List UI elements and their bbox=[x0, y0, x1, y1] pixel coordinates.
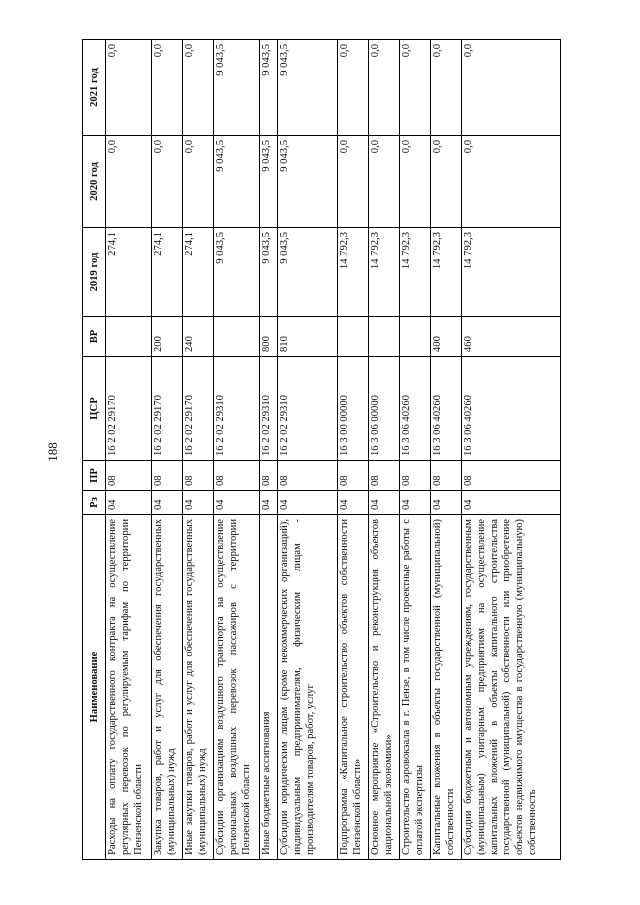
cell-vr bbox=[338, 317, 369, 357]
cell-2019: 274,1 bbox=[152, 228, 183, 317]
page-number: 188 bbox=[44, 442, 60, 462]
table-row bbox=[431, 40, 462, 860]
cell-name: Иные бюджетные ассигнования bbox=[260, 515, 278, 860]
cell-2020: 0,0 bbox=[400, 136, 431, 228]
cell-csr: 16 3 06 00000 bbox=[369, 357, 400, 461]
cell-2021: 9 043,5 bbox=[278, 40, 338, 136]
cell-2021: 0,0 bbox=[338, 40, 369, 136]
cell-2020: 0,0 bbox=[462, 136, 561, 228]
table-row bbox=[152, 40, 183, 860]
cell-rz: 04 bbox=[369, 491, 400, 515]
cell-pr: 08 bbox=[260, 461, 278, 491]
cell-2021: 0,0 bbox=[106, 40, 152, 136]
cell-csr: 16 2 02 29310 bbox=[278, 357, 338, 461]
cell-rz: 04 bbox=[260, 491, 278, 515]
cell-2021: 9 043,5 bbox=[260, 40, 278, 136]
cell-vr bbox=[369, 317, 400, 357]
cell-name: Субсидии бюджетным и автономным учреждениям, государственным (муниципальным) унитарным предприятиям на осуществление капитальных вложений в объекты капитального строительства государственной (муниципальной) собственности или приобретение объектов недвижимого имущества в государственную (муниципальную) собственность bbox=[462, 515, 561, 860]
cell-2020: 0,0 bbox=[431, 136, 462, 228]
cell-name: Расходы на оплату государственного контракта на осуществление регулярных перевозок по регулируемым тарифам по территории Пензенской области bbox=[106, 515, 152, 860]
cell-2019: 14 792,3 bbox=[400, 228, 431, 317]
cell-rz: 04 bbox=[152, 491, 183, 515]
cell-2019: 9 043,5 bbox=[278, 228, 338, 317]
cell-csr: 16 2 02 29310 bbox=[214, 357, 260, 461]
cell-2021: 0,0 bbox=[431, 40, 462, 136]
cell-pr: 08 bbox=[278, 461, 338, 491]
cell-csr: 16 3 06 40260 bbox=[431, 357, 462, 461]
cell-vr: 800 bbox=[260, 317, 278, 357]
cell-name: Иные закупки товаров, работ и услуг для обеспечения государственных (муниципальных) нужд bbox=[183, 515, 214, 860]
table-row bbox=[183, 40, 214, 860]
cell-2021: 0,0 bbox=[400, 40, 431, 136]
table-row bbox=[260, 40, 278, 860]
cell-2020: 9 043,5 bbox=[214, 136, 260, 228]
cell-2021: 9 043,5 bbox=[214, 40, 260, 136]
table-row bbox=[214, 40, 260, 860]
cell-name: Капитальные вложения в объекты государственной (муниципальной) собственности bbox=[431, 515, 462, 860]
cell-pr: 08 bbox=[106, 461, 152, 491]
cell-2019: 9 043,5 bbox=[214, 228, 260, 317]
cell-2020: 9 043,5 bbox=[260, 136, 278, 228]
cell-csr: 16 2 02 29170 bbox=[152, 357, 183, 461]
header-name: Наименование bbox=[83, 515, 106, 860]
cell-2020: 0,0 bbox=[106, 136, 152, 228]
cell-rz: 04 bbox=[462, 491, 561, 515]
cell-rz: 04 bbox=[400, 491, 431, 515]
cell-2021: 0,0 bbox=[152, 40, 183, 136]
table-row bbox=[278, 40, 338, 860]
cell-pr: 08 bbox=[338, 461, 369, 491]
budget-table bbox=[82, 39, 561, 860]
cell-name: Подпрограмма «Капитальное строительство объектов собственности Пензенской области» bbox=[338, 515, 369, 860]
cell-vr bbox=[106, 317, 152, 357]
cell-rz: 04 bbox=[431, 491, 462, 515]
cell-pr: 08 bbox=[369, 461, 400, 491]
cell-2019: 9 043,5 bbox=[260, 228, 278, 317]
table-row bbox=[369, 40, 400, 860]
cell-2020: 9 043,5 bbox=[278, 136, 338, 228]
cell-pr: 08 bbox=[462, 461, 561, 491]
cell-2020: 0,0 bbox=[183, 136, 214, 228]
header-rz: Рз bbox=[83, 491, 106, 515]
rotated-table-container bbox=[82, 40, 552, 860]
table-row bbox=[462, 40, 561, 860]
header-2021: 2021 год bbox=[83, 40, 106, 136]
header-2020: 2020 год bbox=[83, 136, 106, 228]
cell-2019: 14 792,3 bbox=[431, 228, 462, 317]
cell-2019: 14 792,3 bbox=[338, 228, 369, 317]
cell-2019: 14 792,3 bbox=[462, 228, 561, 317]
table-row bbox=[106, 40, 152, 860]
cell-name: Строительство аэровокзала в г. Пензе, в том числе проектные работы с оплатой экспертизы bbox=[400, 515, 431, 860]
cell-rz: 04 bbox=[183, 491, 214, 515]
cell-rz: 04 bbox=[214, 491, 260, 515]
cell-rz: 04 bbox=[338, 491, 369, 515]
cell-vr: 460 bbox=[462, 317, 561, 357]
cell-pr: 08 bbox=[431, 461, 462, 491]
cell-2021: 0,0 bbox=[369, 40, 400, 136]
table-header-row bbox=[83, 40, 106, 860]
cell-vr: 400 bbox=[431, 317, 462, 357]
cell-csr: 16 2 02 29170 bbox=[106, 357, 152, 461]
cell-csr: 16 3 06 40260 bbox=[462, 357, 561, 461]
header-2019: 2019 год bbox=[83, 228, 106, 317]
cell-name: Основное мероприятие «Строительство и реконструкция объектов национальной экономики» bbox=[369, 515, 400, 860]
cell-2020: 0,0 bbox=[338, 136, 369, 228]
cell-2020: 0,0 bbox=[369, 136, 400, 228]
header-pr: ПР bbox=[83, 461, 106, 491]
cell-2020: 0,0 bbox=[152, 136, 183, 228]
cell-2021: 0,0 bbox=[462, 40, 561, 136]
cell-vr: 810 bbox=[278, 317, 338, 357]
cell-pr: 08 bbox=[152, 461, 183, 491]
cell-csr: 16 3 00 00000 bbox=[338, 357, 369, 461]
cell-pr: 08 bbox=[183, 461, 214, 491]
cell-vr: 240 bbox=[183, 317, 214, 357]
cell-name: Субсидии юридическим лицам (кроме некоммерческих организаций), индивидуальным предпринимателям, физическим лицам - производителям товаров, работ, услуг bbox=[278, 515, 338, 860]
cell-rz: 04 bbox=[278, 491, 338, 515]
cell-rz: 04 bbox=[106, 491, 152, 515]
table-row bbox=[338, 40, 369, 860]
cell-csr: 16 3 06 40260 bbox=[400, 357, 431, 461]
cell-2019: 274,1 bbox=[183, 228, 214, 317]
cell-csr: 16 2 02 29310 bbox=[260, 357, 278, 461]
cell-name: Закупка товаров, работ и услуг для обеспечения государственных (муниципальных) нужд bbox=[152, 515, 183, 860]
cell-vr: 200 bbox=[152, 317, 183, 357]
cell-pr: 08 bbox=[400, 461, 431, 491]
header-vr: ВР bbox=[83, 317, 106, 357]
cell-vr bbox=[400, 317, 431, 357]
cell-vr bbox=[214, 317, 260, 357]
cell-2019: 14 792,3 bbox=[369, 228, 400, 317]
cell-pr: 08 bbox=[214, 461, 260, 491]
header-csr: ЦСР bbox=[83, 357, 106, 461]
cell-csr: 16 2 02 29170 bbox=[183, 357, 214, 461]
table-row bbox=[400, 40, 431, 860]
cell-2021: 0,0 bbox=[183, 40, 214, 136]
cell-name: Субсидии организациям воздушного транспорта на осуществление региональных воздушных перевозок пассажиров с территории Пензенской области bbox=[214, 515, 260, 860]
cell-2019: 274,1 bbox=[106, 228, 152, 317]
